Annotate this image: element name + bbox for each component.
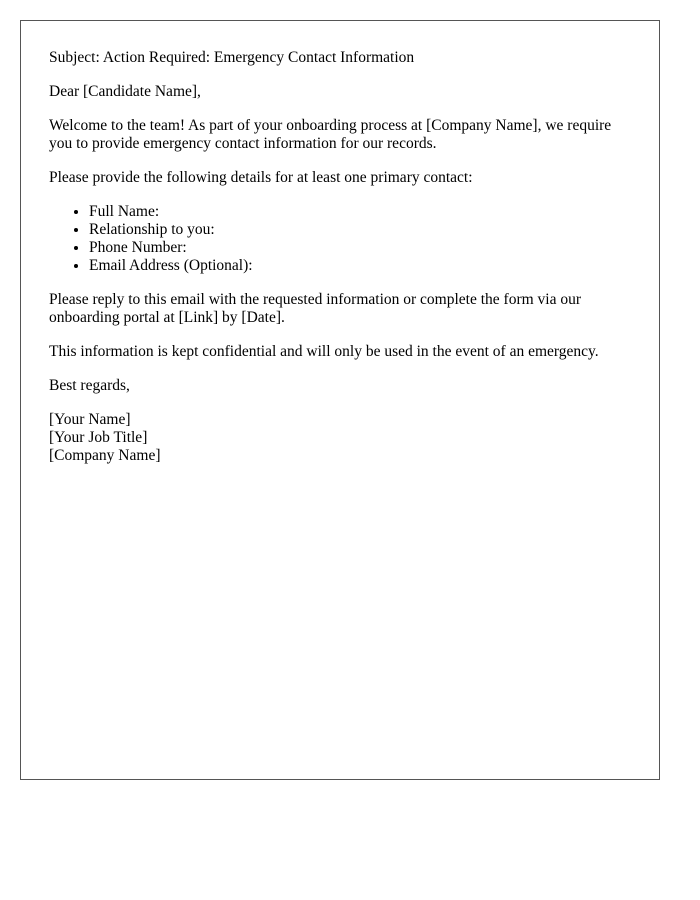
- signature-company: [Company Name]: [49, 447, 161, 464]
- instructions-paragraph: Please reply to this email with the requested information or complete the form via our onboarding portal at [Link] by [Date].: [49, 291, 582, 326]
- greeting: Dear [Candidate Name],: [49, 83, 201, 100]
- letter-document: [20, 20, 660, 780]
- signature-name: [Your Name]: [49, 411, 131, 428]
- closing: Best regards,: [49, 377, 130, 394]
- required-fields-list: [49, 203, 631, 275]
- list-item-relationship: • Relationship to you:: [89, 221, 631, 239]
- list-item-email-address: • Email Address (Optional):: [89, 257, 631, 275]
- signature-block: [49, 411, 631, 465]
- request-paragraph: Please provide the following details for at least one primary contact:: [49, 169, 473, 186]
- list-item-full-name: • Full Name:: [89, 203, 631, 221]
- intro-paragraph: Welcome to the team! As part of your onboarding process at [Company Name], we require you to provide emergency contact information for our records.: [49, 117, 612, 152]
- subject-line: Subject: Action Required: Emergency Contact Information: [49, 49, 415, 66]
- list-item-phone-number: • Phone Number:: [89, 239, 631, 257]
- confidentiality-paragraph: This information is kept confidential and will only be used in the event of an emergency.: [49, 343, 599, 360]
- signature-job-title: [Your Job Title]: [49, 429, 148, 446]
